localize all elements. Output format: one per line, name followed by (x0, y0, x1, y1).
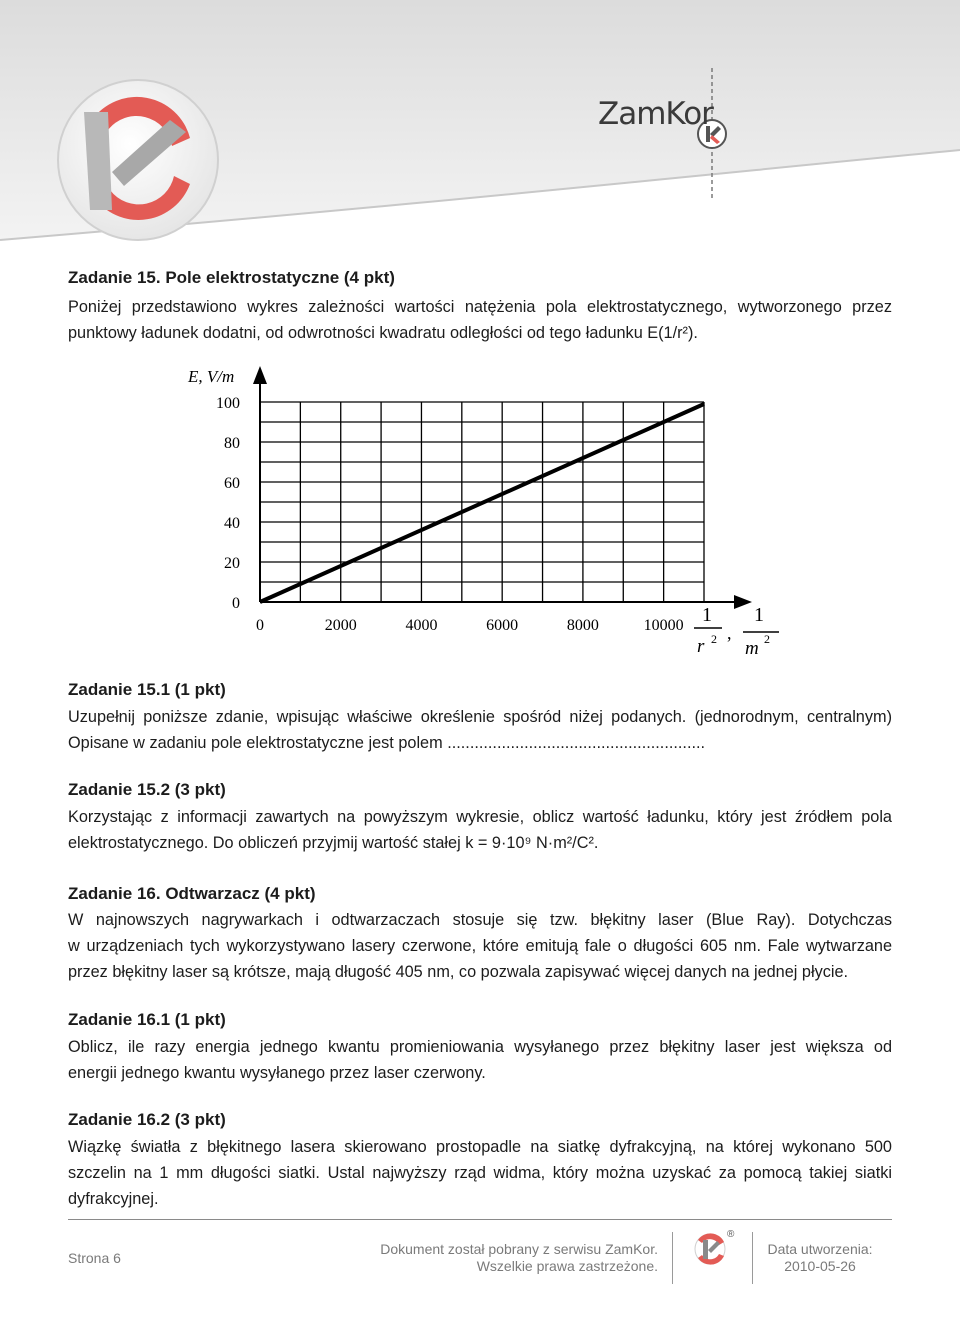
footer-source-line-1: Dokument został pobrany z serwisu ZamKor. (380, 1241, 658, 1257)
task-16-1-line-1: Oblicz, ile razy energia jednego kwantu promieniowania wysyłanego przez błękitny laser jest większa od (68, 1038, 892, 1056)
footer-source (376, 1241, 658, 1275)
x-label-separator: , (727, 623, 732, 643)
task-16-2-line-2: szczelin na 1 mm długości siatki. Ustal najwyższy rząd widma, który można uzyskać za pomocą takiej siatki (68, 1164, 892, 1182)
registered-mark: ® (727, 1229, 735, 1240)
y-tick-label: 60 (224, 475, 240, 492)
task-15-intro-line-2: punktowy ładunek dodatni, od odwrotności kwadratu odległości od tego ładunku E(1/r²). (68, 324, 698, 342)
task-15-2-body (68, 804, 892, 856)
task-16-body (68, 907, 892, 985)
footer-logo (690, 1228, 740, 1268)
task-15-1-line-2: Opisane w zadaniu pole elektrostatyczne jest polem ......................................................... (68, 734, 706, 752)
y-tick-label: 80 (224, 435, 240, 452)
footer-source-line-2: Wszelkie prawa zastrzeżone. (476, 1258, 658, 1274)
task-16-2-line-3: dyfrakcyjnej. (68, 1190, 159, 1208)
x-tick-label: 10000 (643, 617, 684, 634)
creation-date-label: Data utworzenia: (767, 1241, 873, 1257)
header-decoration (0, 0, 960, 250)
task-16-line-2: w urządzeniach tych wykorzystywano lasery czerwone, które emitują fale o długości 605 nm. Fale wytwarzane (68, 937, 892, 955)
x-tick-label: 2000 (324, 617, 357, 634)
y-tick-label: 20 (224, 555, 240, 572)
task-16-2-title: Zadanie 16.2 (3 pkt) (68, 1110, 226, 1129)
x-axis-arrow (734, 595, 752, 609)
task-15-1-line-1: Uzupełnij poniższe zdanie, wpisując właściwe określenie spośród niżej podanych. (jednorodnym, centralnym) (68, 708, 892, 726)
task-15-1-title: Zadanie 15.1 (1 pkt) (68, 680, 226, 699)
x-tick-label: 8000 (566, 617, 599, 634)
x-label-1-exp: 2 (711, 632, 717, 646)
task-16-1-title: Zadanie 16.1 (1 pkt) (68, 1010, 226, 1029)
x-axis-label (694, 604, 779, 659)
y-tick-label: 100 (216, 395, 240, 412)
y-tick-label: 0 (232, 595, 240, 612)
x-tick-label: 4000 (405, 617, 438, 634)
x-tick-label: 6000 (486, 617, 519, 634)
brand-name: ZamKor (598, 96, 713, 132)
task-15-2-line-2: elektrostatycznego. Do obliczeń przyjmij wartość stałej k = 9·10⁹ N·m²/C². (68, 834, 599, 852)
footer-date (760, 1241, 880, 1275)
task-16-1-line-2: energii jednego kwantu wysyłanego przez laser czerwony. (68, 1064, 486, 1082)
field-strength-chart (160, 362, 800, 662)
zamkor-badge-logo (58, 80, 218, 240)
x-label-2-num: 1 (754, 604, 764, 626)
creation-date-value: 2010-05-26 (784, 1258, 856, 1274)
footer-separator-left (672, 1232, 673, 1284)
x-label-1-den: r (697, 636, 705, 657)
task-15-title: Zadanie 15. Pole elektrostatyczne (4 pkt) (68, 268, 395, 287)
y-axis-arrow (253, 366, 267, 384)
task-16-2-body (68, 1134, 892, 1212)
series-line (260, 404, 704, 602)
task-15-intro-line-1: Poniżej przedstawiono wykres zależności wartości natężenia pola elektrostatycznego, wytworzonego przez (68, 298, 892, 316)
task-15-2-line-1: Korzystając z informacji zawartych na powyższym wykresie, oblicz wartość ładunku, który jest źródłem pola (68, 808, 892, 826)
task-15-2-title: Zadanie 15.2 (3 pkt) (68, 780, 226, 799)
x-label-2-exp: 2 (764, 632, 770, 646)
task-16-title: Zadanie 16. Odtwarzacz (4 pkt) (68, 884, 316, 903)
task-15-1-body (68, 704, 892, 756)
task-16-line-3: przez błękitny laser są krótsze, mają długość 405 nm, co pozwala zapisywać więcej danych na jednej płycie. (68, 963, 849, 981)
page-number: Strona 6 (68, 1250, 121, 1266)
task-16-1-body (68, 1034, 892, 1086)
x-tick-label: 0 (256, 617, 264, 634)
x-label-2-den: m (745, 638, 759, 659)
footer-separator-right (752, 1232, 753, 1284)
footer-divider (68, 1219, 892, 1220)
y-tick-label: 40 (224, 515, 240, 532)
task-16-2-line-1: Wiązkę światła z błękitnego lasera skierowano prostopadle na siatkę dyfrakcyjną, na której wykonano 500 (68, 1138, 892, 1156)
task-16-line-1: W najnowszych nagrywarkach i odtwarzaczach stosuje się tzw. błękitny laser (Blue Ray). Dotychczas (68, 911, 892, 929)
x-label-1-num: 1 (702, 604, 712, 626)
task-15-intro (68, 294, 892, 346)
y-axis-label: E, V/m (188, 367, 235, 386)
